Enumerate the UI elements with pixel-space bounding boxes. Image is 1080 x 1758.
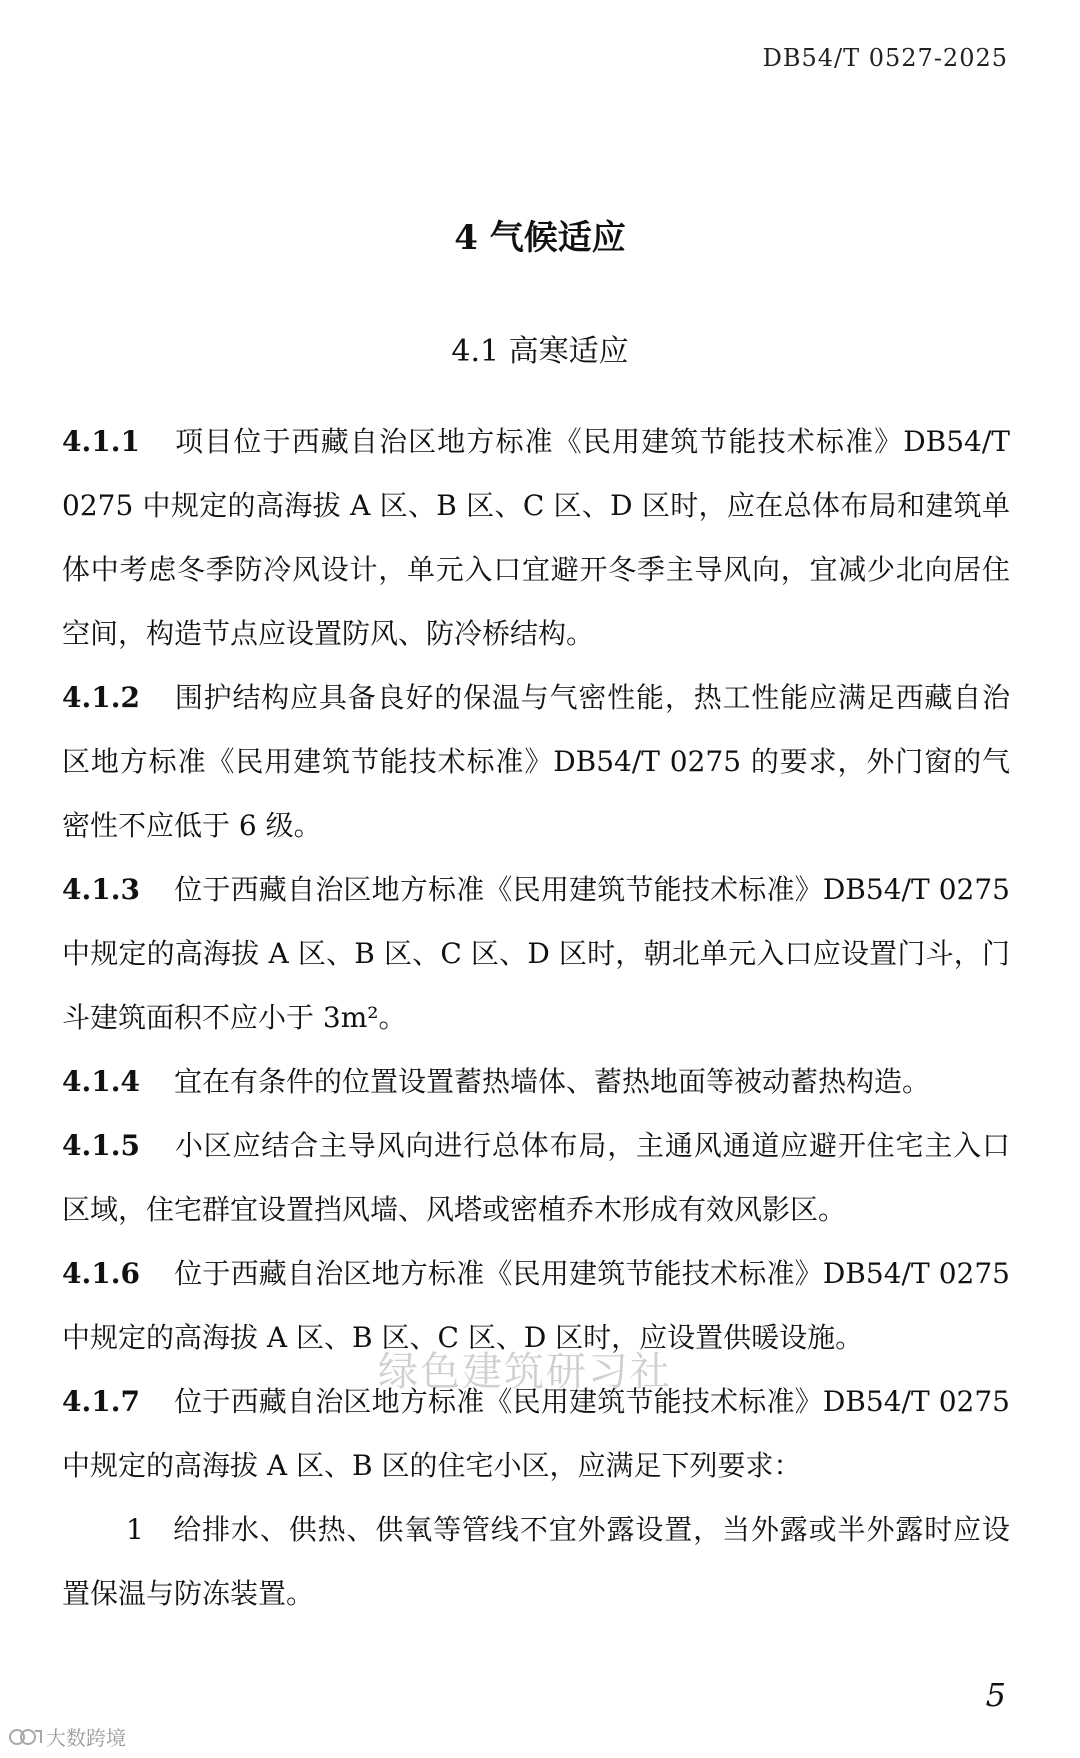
clause-text: 位于西藏自治区地方标准《民用建筑节能技术标准》DB54/T 0275 中规定的高海拔 A 区、B 区的住宅小区，应满足下列要求： bbox=[62, 1385, 1010, 1482]
clause-text: 围护结构应具备良好的保温与气密性能，热工性能应满足西藏自治区地方标准《民用建筑节能技术标准》DB54/T 0275 的要求，外门窗的气密性不应低于 6 级。 bbox=[62, 681, 1010, 842]
logo-text: 大数跨境 bbox=[46, 1726, 126, 1750]
list-item-text: 给排水、供热、供氧等管线不宜外露设置，当外露或半外露时应设置保温与防冻装置。 bbox=[62, 1513, 1010, 1610]
clause-4-1-2 bbox=[62, 666, 1010, 858]
clause-number: 4.1.5 bbox=[62, 1129, 140, 1162]
document-body bbox=[62, 410, 1010, 1626]
logo-icon bbox=[8, 1725, 42, 1749]
clause-4-1-3 bbox=[62, 858, 1010, 1050]
list-item-number: 1 bbox=[126, 1513, 144, 1546]
clause-number: 4.1.6 bbox=[62, 1257, 140, 1290]
clause-text: 小区应结合主导风向进行总体布局，主通风通道应避开住宅主入口区域，住宅群宜设置挡风墙、风塔或密植乔木形成有效风影区。 bbox=[62, 1129, 1010, 1226]
clause-text: 宜在有条件的位置设置蓄热墙体、蓄热地面等被动蓄热构造。 bbox=[174, 1065, 931, 1098]
clause-text: 项目位于西藏自治区地方标准《民用建筑节能技术标准》DB54/T 0275 中规定的高海拔 A 区、B 区、C 区、D 区时，应在总体布局和建筑单体中考虑冬季防冷风设计，单元入口宜避开冬季主导风向，宜减少北向居住空间，构造节点应设置防风、防冷桥结构。 bbox=[62, 425, 1010, 650]
clause-4-1-1 bbox=[62, 410, 1010, 666]
clause-text: 位于西藏自治区地方标准《民用建筑节能技术标准》DB54/T 0275 中规定的高海拔 A 区、B 区、C 区、D 区时，应设置供暖设施。 bbox=[62, 1257, 1010, 1354]
list-item bbox=[62, 1498, 1010, 1626]
clause-number: 4.1.7 bbox=[62, 1385, 140, 1418]
section-title: 4.1 高寒适应 bbox=[451, 334, 629, 369]
page-number: 5 bbox=[985, 1676, 1006, 1714]
clause-4-1-4 bbox=[62, 1050, 1010, 1114]
watermark: 绿色建筑研习社 bbox=[378, 1349, 672, 1395]
clause-number: 4.1.2 bbox=[62, 681, 140, 714]
clause-text: 位于西藏自治区地方标准《民用建筑节能技术标准》DB54/T 0275 中规定的高海拔 A 区、B 区、C 区、D 区时，朝北单元入口应设置门斗，门斗建筑面积不应小于 3m²。 bbox=[62, 873, 1010, 1034]
clause-number: 4.1.3 bbox=[62, 873, 140, 906]
source-logo bbox=[8, 1722, 126, 1751]
clause-number: 4.1.1 bbox=[62, 425, 140, 458]
clause-number: 4.1.4 bbox=[62, 1065, 140, 1098]
clause-4-1-5 bbox=[62, 1114, 1010, 1242]
chapter-title: 4 气候适应 bbox=[454, 218, 626, 258]
document-code: DB54/T 0527-2025 bbox=[762, 44, 1008, 72]
